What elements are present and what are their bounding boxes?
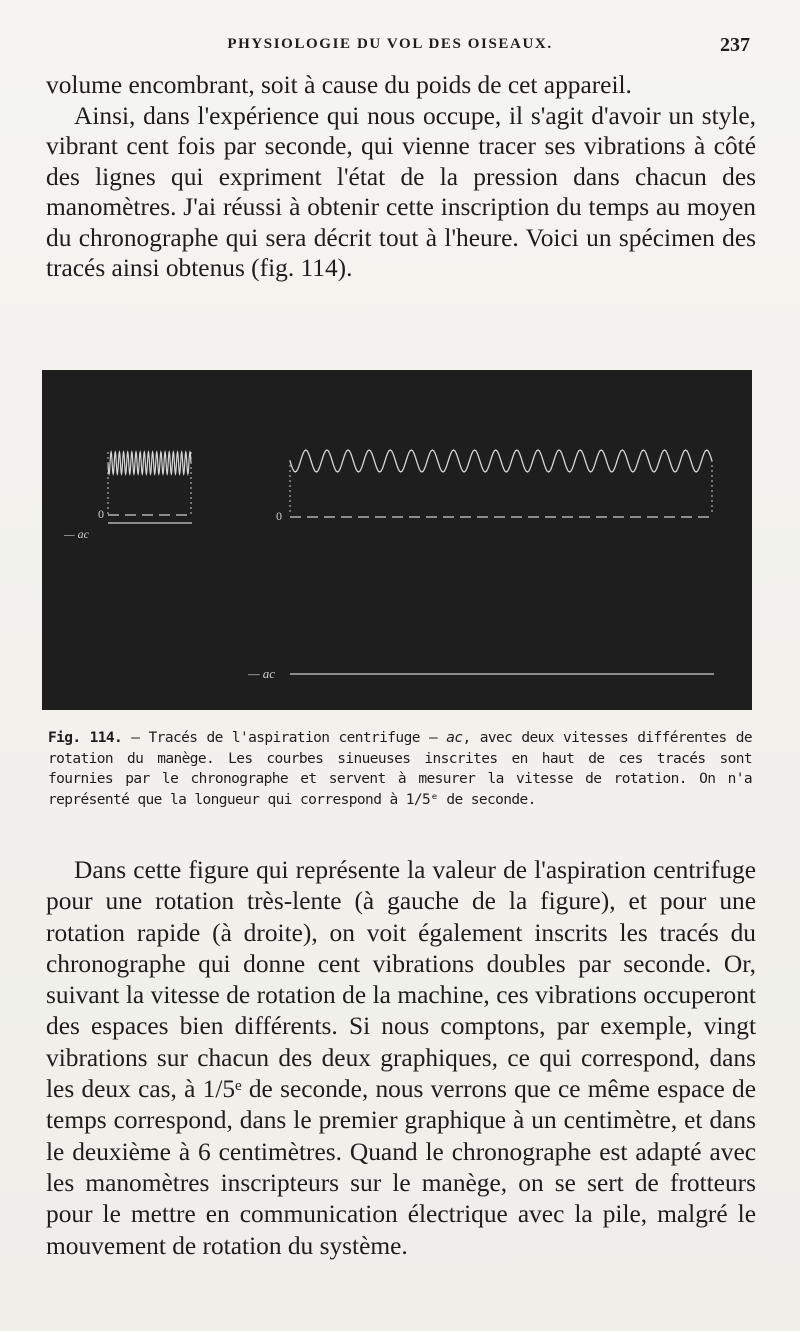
figure-114: [42, 370, 752, 710]
right-zero-label: 0: [276, 509, 282, 523]
text-block-bottom: [46, 855, 756, 1262]
page-number: 237: [720, 34, 750, 56]
left-trace: [63, 452, 192, 541]
bottom-trace: [247, 666, 714, 681]
caption-text-before: — Tracés de l'aspiration centrifuge —: [122, 730, 447, 746]
bottom-ac-label: — ac: [248, 666, 276, 681]
caption-text-after: , avec deux vitesses différentes de rotation du manège. Les courbes sinueuses inscrites en haut de ces tracés sont fournies par le chronographe et servent à mesurer la vitesse de rotation. On n'a représenté que la longueur qui correspond à 1/5ᵉ de seconde.: [48, 730, 753, 808]
left-zero-label: 0: [98, 507, 104, 521]
figure-caption: [48, 728, 752, 810]
right-trace: [276, 450, 714, 523]
text-block-top: [46, 70, 756, 284]
continued-line: volume encombrant, soit à cause du poids de cet appareil.: [46, 71, 632, 99]
left-chronograph-wave: [108, 452, 191, 474]
paragraph-ainsi: Ainsi, dans l'expérience qui nous occupe, il s'agit d'avoir un style, vibrant cent fois par seconde, qui vienne tracer ses vibrations à côté des lignes qui expriment l'état de la pression dans chacun des manomètres. J'ai réussi à obtenir cette inscription du temps au moyen du chronographe qui sera décrit tout à l'heure. Voici un spécimen des tracés ainsi obtenus (fig. 114).: [46, 101, 756, 282]
paragraph-dans-cette-figure: Dans cette figure qui représente la valeur de l'aspiration centrifuge pour une rotation très-lente (à gauche de la figure), et pour une rotation rapide (à droite), on voit également inscrits les tracés du chronographe qui donne cent vibrations doubles par seconde. Or, suivant la vitesse de rotation de la machine, ces vibrations occuperont des espaces bien différents. Si nous comptons, par exemple, vingt vibrations sur chacun des deux graphiques, ce qui correspond, dans les deux cas, à 1/5ᵉ de seconde, nous verrons que ce même espace de temps correspond, dans le premier graphique à un centimètre, et dans le deuxième à 6 centimètres. Quand le chronographe est adapté avec les manomètres inscripteurs sur le manège, on se sert de frotteurs pour le mettre en communication électrique avec la pile, malgré le mouvement de rotation du système.: [46, 856, 756, 1260]
caption-fig-label: Fig. 114.: [48, 730, 123, 746]
figure-114-plot: [42, 370, 752, 710]
caption-ac: ac: [446, 730, 463, 746]
right-chronograph-wave: [290, 450, 712, 472]
left-ac-label: — ac: [64, 527, 89, 541]
running-head: [0, 34, 800, 58]
running-title: PHYSIOLOGIE DU VOL DES OISEAUX.: [227, 36, 553, 52]
